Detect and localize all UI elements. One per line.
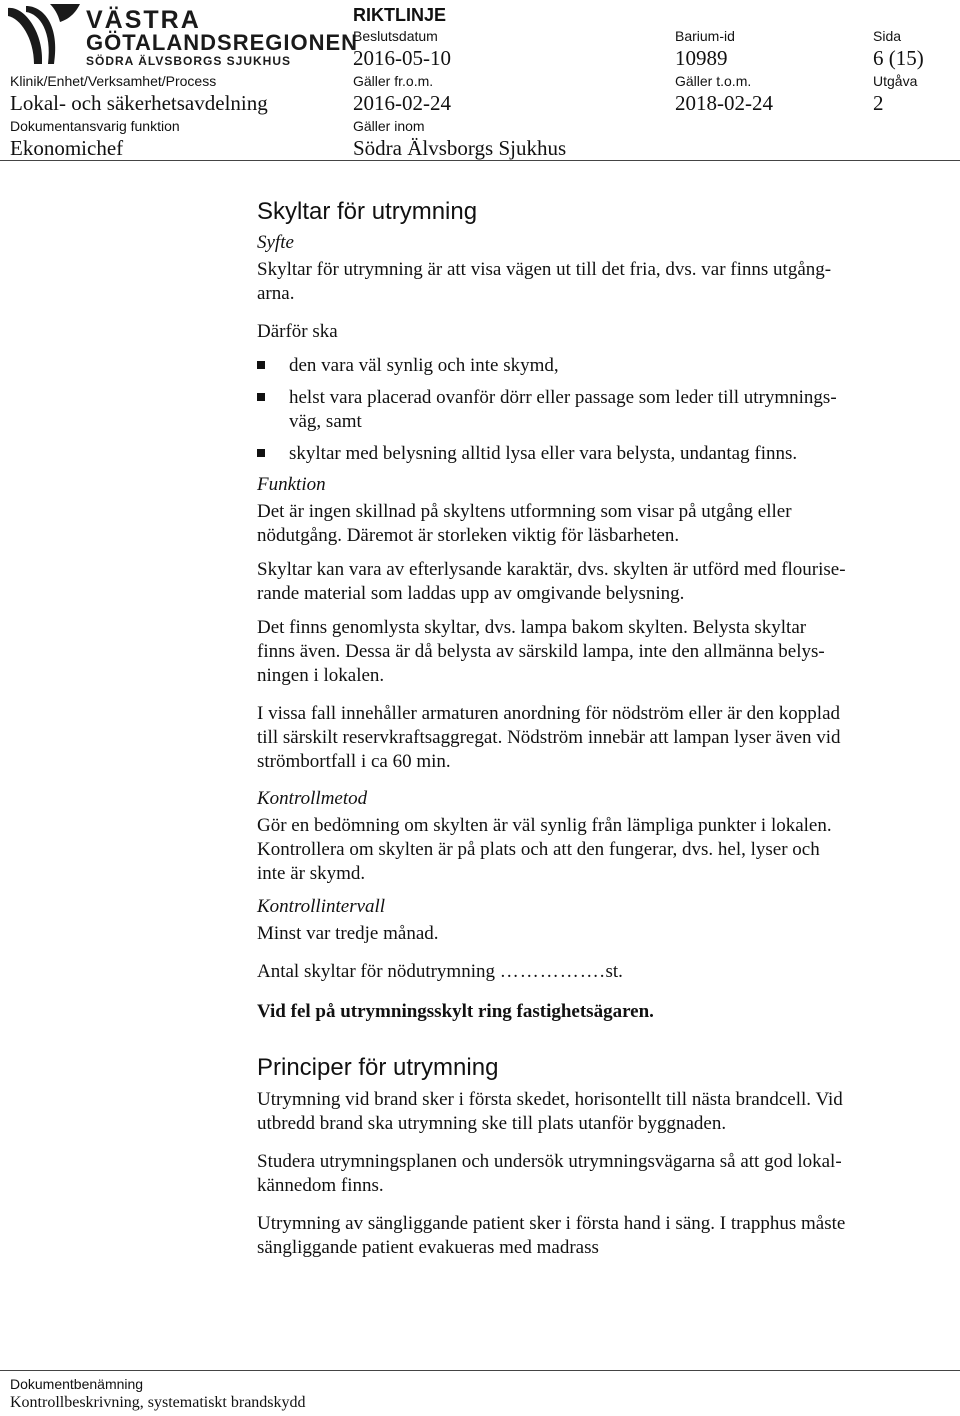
heading-kontrollmetod: Kontrollmetod — [257, 788, 368, 809]
responsible-value: Ekonomichef — [10, 136, 124, 160]
text-line: sängliggande patient evakueras med madrass — [257, 1237, 599, 1258]
edition-label: Utgåva — [873, 73, 918, 89]
paragraph-syfte — [257, 258, 937, 306]
heading-kontrollintervall: Kontrollintervall — [257, 896, 386, 917]
valid-within-label: Gäller inom — [353, 118, 425, 134]
valid-from-value: 2016-02-24 — [353, 91, 451, 115]
barium-label: Barium-id — [675, 28, 735, 44]
text-line: kännedom finns. — [257, 1175, 384, 1196]
text-line: Det är ingen skillnad på skyltens utformning som visar på utgång eller — [257, 501, 792, 522]
logo-line-2: GÖTALANDSREGIONEN — [86, 30, 359, 55]
heading-syfte: Syfte — [257, 232, 294, 253]
paragraph-principer-2 — [257, 1150, 937, 1198]
text-line: Studera utrymningsplanen och undersök utrymningsvägarna så att god lokal- — [257, 1151, 842, 1172]
page-value: 6 (15) — [873, 46, 924, 70]
text-line: Gör en bedömning om skylten är väl synlig från lämpliga punkter i lokalen. — [257, 815, 832, 836]
text-line: nödutgång. Däremot är storleken viktig för läsbarheten. — [257, 525, 680, 546]
edition-value: 2 — [873, 91, 884, 115]
list-item — [257, 386, 937, 434]
text-line: utbredd brand ska utrymning ske till plats utanför byggnaden. — [257, 1113, 727, 1134]
document-body — [257, 198, 937, 1270]
text-line: strömbortfall i ca 60 min. — [257, 751, 451, 772]
paragraph-funktion-4 — [257, 702, 937, 774]
text-line: till särskilt reservkraftsaggregat. Nödström innebär att lampan lyser även vid — [257, 727, 841, 748]
unit-value: Lokal- och säkerhetsavdelning — [10, 91, 268, 115]
paragraph-kontrollmetod — [257, 814, 937, 886]
paragraph-funktion-2 — [257, 558, 937, 606]
bullet-list — [257, 354, 937, 466]
heading-funktion: Funktion — [257, 474, 326, 495]
unit-label: Klinik/Enhet/Verksamhet/Process — [10, 73, 217, 89]
footer-doc-name-label: Dokumentbenämning — [10, 1376, 144, 1392]
responsible-label: Dokumentansvarig funktion — [10, 118, 180, 134]
paragraph-kontrollintervall: Minst var tredje månad. — [257, 923, 439, 944]
header-rule — [0, 160, 960, 161]
text-line: finns även. Dessa är då belysta av särskild lampa, inte den allmänna belys- — [257, 641, 825, 662]
valid-from-label: Gäller fr.o.m. — [353, 73, 434, 89]
text-line: Utrymning vid brand sker i första skedet, horisontellt till nästa brandcell. Vid — [257, 1089, 843, 1110]
text-line: den vara väl synlig och inte skymd, — [289, 355, 559, 376]
paragraph-funktion-1 — [257, 500, 937, 548]
paragraph-funktion-3 — [257, 616, 937, 688]
square-bullet-icon — [257, 393, 265, 401]
list-item — [257, 354, 937, 378]
valid-to-value: 2018-02-24 — [675, 91, 773, 115]
footer-rule — [0, 1370, 960, 1371]
barium-value: 10989 — [675, 46, 728, 70]
text-line: Det finns genomlysta skyltar, dvs. lampa bakom skylten. Belysta skyltar — [257, 617, 807, 638]
valid-within-value: Södra Älvsborgs Sjukhus — [353, 136, 567, 160]
text-line: arna. — [257, 283, 295, 304]
text-line: väg, samt — [289, 411, 362, 432]
paragraph-darfor: Därför ska — [257, 321, 338, 342]
section-title-skyltar: Skyltar för utrymning — [257, 198, 478, 225]
square-bullet-icon — [257, 449, 265, 457]
vid-fel-note: Vid fel på utrymningsskylt ring fastighetsägaren. — [257, 1001, 654, 1022]
text-line: Kontrollera om skylten är på plats och att den fungerar, dvs. hel, lyser och — [257, 839, 820, 860]
text-line: skyltar med belysning alltid lysa eller vara belysta, undantag finns. — [289, 443, 798, 464]
text-line: rande material som laddas upp av omgivande belysning. — [257, 583, 685, 604]
logo-line-3: SÖDRA ÄLVSBORGS SJUKHUS — [86, 54, 292, 68]
paragraph-principer-3 — [257, 1212, 937, 1260]
section-title-principer: Principer för utrymning — [257, 1054, 499, 1081]
antal-unit: st. — [605, 961, 623, 982]
text-line: inte är skymd. — [257, 863, 366, 884]
logo-line-1: VÄSTRA — [86, 6, 201, 34]
text-line: Skyltar för utrymning är att visa vägen ut till det fria, dvs. var finns utgång- — [257, 259, 832, 280]
text-line: Utrymning av sängliggande patient sker i första hand i säng. I trapphus måste — [257, 1213, 846, 1234]
page-label: Sida — [873, 28, 902, 44]
decision-date-label: Beslutsdatum — [353, 28, 438, 44]
square-bullet-icon — [257, 361, 265, 369]
paragraph-principer-1 — [257, 1088, 937, 1136]
antal-skyltar-line — [257, 960, 937, 984]
decision-date-value: 2016-05-10 — [353, 46, 451, 70]
doc-type: RIKTLINJE — [353, 5, 447, 25]
vgr-logo-mark-icon — [4, 2, 84, 70]
text-line: helst vara placerad ovanför dörr eller passage som leder till utrymnings- — [289, 387, 837, 408]
text-line: Skyltar kan vara av efterlysande karaktär, dvs. skylten är utförd med flourise- — [257, 559, 846, 580]
valid-to-label: Gäller t.o.m. — [675, 73, 752, 89]
list-item — [257, 442, 937, 466]
antal-label: Antal skyltar för nödutrymning — [257, 961, 495, 982]
text-line: I vissa fall innehåller armaturen anordning för nödström eller är den kopplad — [257, 703, 840, 724]
footer-doc-name-value: Kontrollbeskrivning, systematiskt brandskydd — [10, 1394, 306, 1411]
antal-dots: ……………. — [499, 961, 606, 982]
text-line: ningen i lokalen. — [257, 665, 385, 686]
vgr-logo — [4, 2, 359, 72]
